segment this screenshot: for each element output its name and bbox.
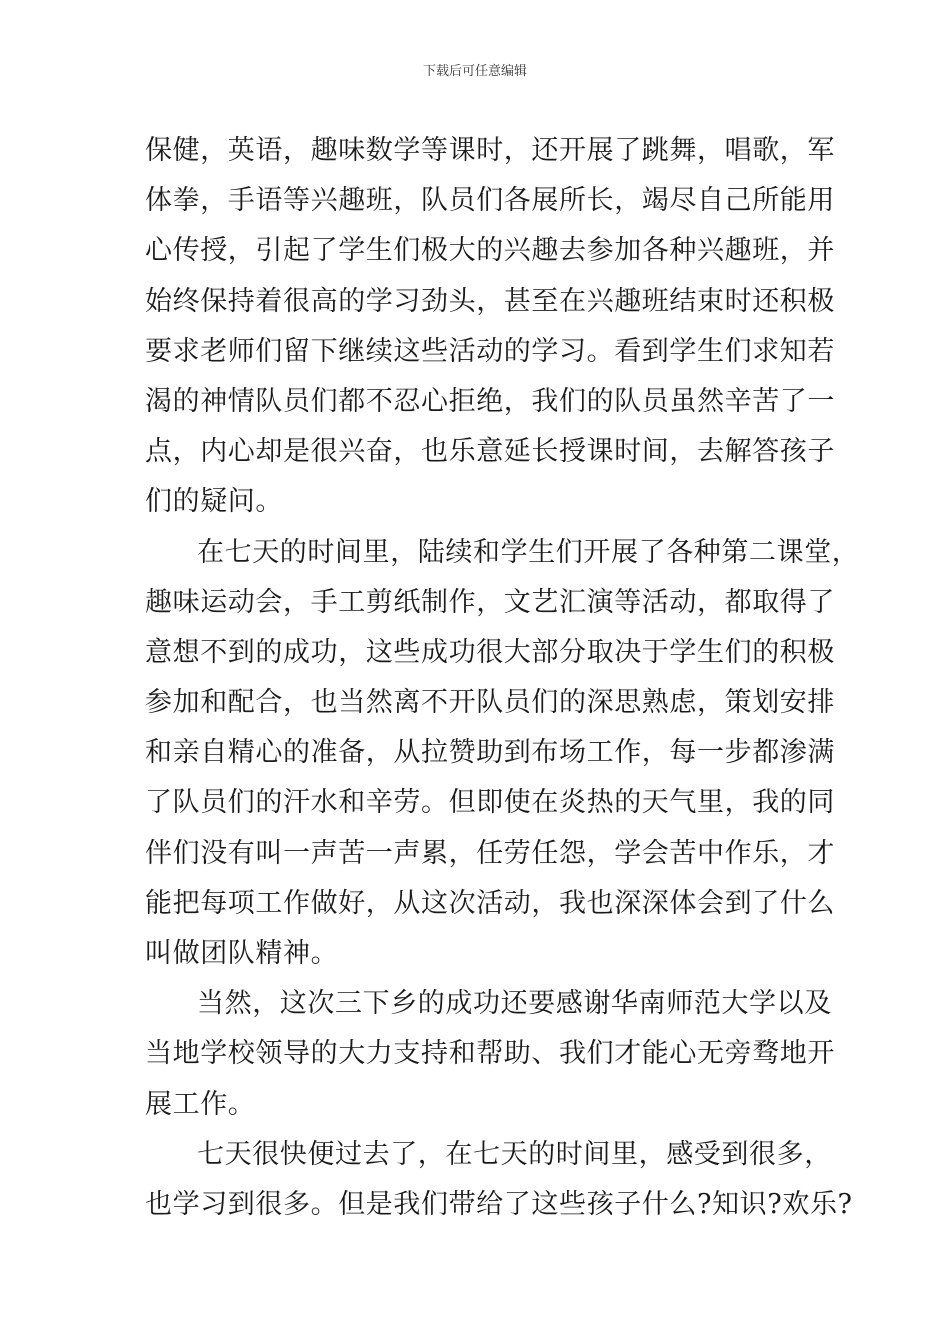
text-line: 当地学校领导的大力支持和帮助、我们才能心无旁骛地开: [145, 1038, 835, 1070]
text-line: 趣味运动会，手工剪纸制作，文艺汇演等活动，都取得了: [145, 586, 835, 618]
text-line: 在七天的时间里，陆续和学生们开展了各种第二课堂，: [197, 536, 860, 568]
paragraph: [145, 528, 860, 980]
text-line: 展工作。: [145, 1088, 256, 1120]
text-line: 参加和配合，也当然离不开队员们的深思熟虑，策划安排: [145, 687, 835, 719]
text-line: 叫做团队精神。: [145, 938, 339, 969]
text-line: 始终保持着很高的学习劲头，甚至在兴趣班结束时还积极: [145, 285, 835, 317]
text-line: 当然，这次三下乡的成功还要感谢华南师范大学以及: [197, 988, 832, 1020]
body-text: [145, 126, 860, 1230]
page-header: 下载后可任意编辑: [422, 64, 527, 79]
text-line: 能把每项工作做好，从这次活动，我也深深体会到了什么: [145, 887, 835, 919]
paragraph: [145, 1130, 853, 1230]
text-line: 七天很快便过去了，在七天的时间里，感受到很多，: [197, 1138, 832, 1170]
text-line: 了队员们的汗水和辛劳。但即使在炎热的天气里，我的同: [145, 787, 835, 819]
text-line: 渴的神情队员们都不忍心拒绝，我们的队员虽然辛苦了一: [145, 385, 835, 417]
text-line: 要求老师们留下继续这些活动的学习。看到学生们求知若: [145, 335, 835, 367]
text-line: 点，内心却是很兴奋，也乐意延长授课时间，去解答孩子: [145, 436, 835, 468]
text-line: 意想不到的成功，这些成功很大部分取决于学生们的积极: [145, 636, 835, 668]
text-line: 也学习到很多。但是我们带给了这些孩子什么?知识?欢乐?: [145, 1188, 853, 1220]
text-line: 伴们没有叫一声苦一声累，任劳任怨，学会苦中作乐，才: [145, 837, 835, 869]
paragraph: [145, 126, 835, 528]
text-line: 心传授，引起了学生们极大的兴趣去参加各种兴趣班，并: [145, 235, 835, 267]
text-line: 保健，英语，趣味数学等课时，还开展了跳舞，唱歌，军: [145, 135, 835, 166]
text-line: 体拳，手语等兴趣班，队员们各展所长，竭尽自己所能用: [145, 185, 835, 217]
text-line: 和亲自精心的准备，从拉赞助到布场工作，每一步都渗满: [145, 737, 835, 769]
paragraph: [145, 979, 835, 1130]
text-line: 们的疑问。: [145, 486, 283, 518]
